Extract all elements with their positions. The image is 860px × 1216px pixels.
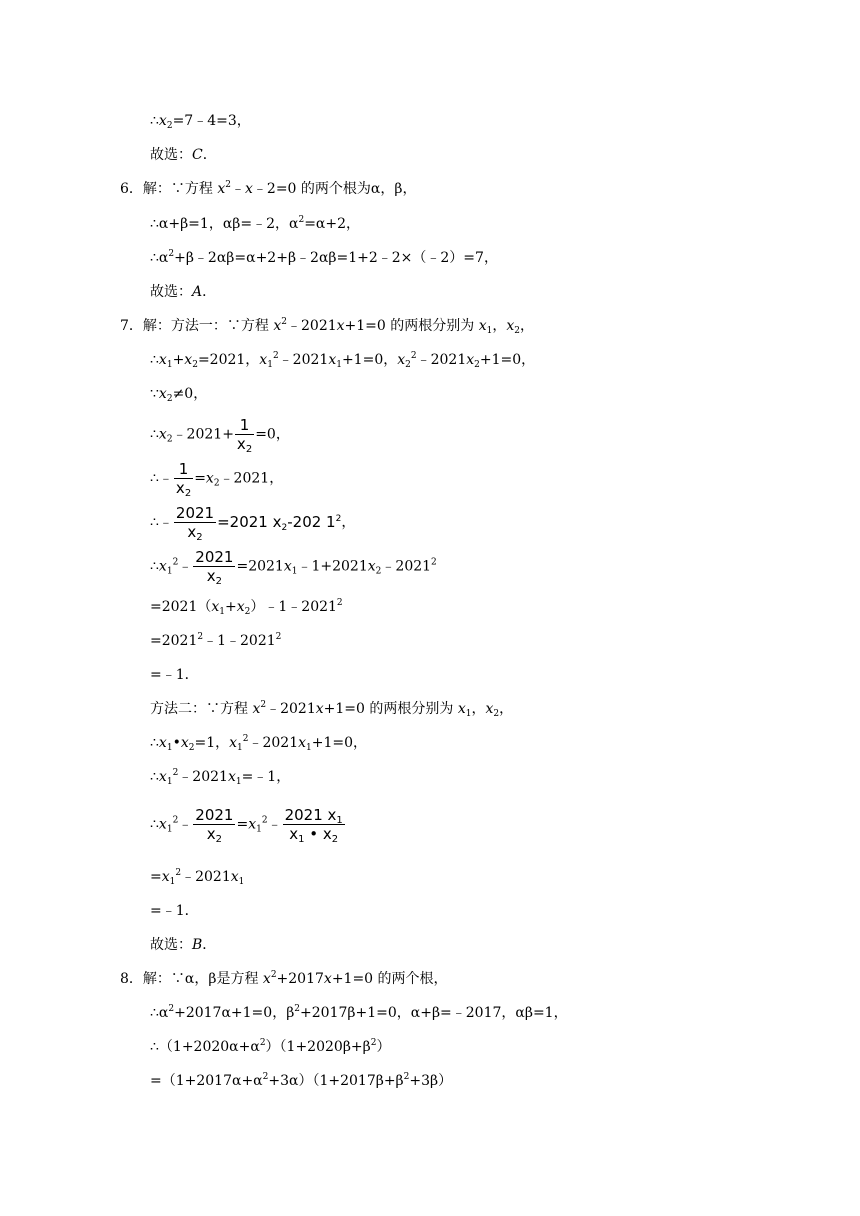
problem-8-vieta: $\therefore\alpha^2+2017\alpha+1=0$，$\beta^2+2017\beta+1=0$，α+β=﹣2017，αβ=1， (150, 1004, 568, 1021)
problem-8-expand: $=(1+2017\alpha+\alpha^2+3\alpha)(1+2017\beta+\beta^2+3\beta)$ (150, 1072, 453, 1089)
problem-7-step-expression: $\therefore x_1^2﹣$ $\frac{2021}{x_2}$ $=2021x_1﹣1+2021x_2﹣2021^2$ (150, 548, 437, 587)
line-answer-c: 故选：C． (150, 147, 217, 163)
problem-7-vieta: $\therefore x_1+x_2=2021$，$x_1^2﹣2021x_1+1=0$，$x_2^2﹣2021x_2+1=0$， (150, 351, 536, 370)
problem-7-step-group: $=2021(x_1+x_2)﹣1﹣2021^2$ (150, 598, 343, 617)
problem-7-step-multiply: ∴﹣ $\frac{2021}{x_2}$ =2021 $x_2-202$ $1^2$， (150, 504, 356, 543)
problem-7-intro: 7．解：方法一：∵方程 $x^2﹣2021x+1=0$ 的两根分别为 $x_1$，$x_2$， (120, 317, 535, 336)
problem-7-result-1: =﹣1． (150, 667, 199, 683)
problem-6-vieta: ∴α+β=1，αβ=﹣2，$\alpha^2=\alpha+2$， (150, 215, 361, 232)
problem-6-intro: 6．解：∵方程 $x^2﹣x﹣2=0$ 的两个根为α，β， (120, 180, 417, 197)
problem-7-method2-simplify: $=x_1^2﹣2021x_1$ (150, 868, 245, 887)
line-answer-b: 故选：B． (150, 937, 217, 953)
problem-6-compute: $\therefore\alpha^2+\beta﹣2\alpha\beta=\alpha+2+\beta﹣2\alpha\beta=1+2﹣2\times(﹣2)=7$， (150, 249, 498, 266)
problem-7-step-divide: $\therefore x_2﹣2021+$ $\frac{1}{x_2}$ =0， (150, 416, 290, 455)
problem-7-nonzero: $\because x_2\ne 0$， (150, 386, 208, 404)
problem-8-intro: 8．解：∵α，β是方程 $x^2+2017x+1=0$ 的两个根， (120, 970, 448, 987)
problem-7-result-2: =﹣1． (150, 903, 199, 919)
line-answer-a: 故选：A． (150, 284, 217, 300)
problem-7-step-reciprocal: ∴﹣ $\frac{1}{x_2}$ $=x_2﹣2021$， (150, 460, 284, 499)
problem-7-method2-intro: 方法二：∵方程 $x^2﹣2021x+1=0$ 的两根分别为 $x_1$，$x_2$， (150, 700, 514, 719)
problem-7-method2-rearrange: $\therefore x_1^2﹣2021x_1=﹣1$， (150, 768, 291, 787)
problem-7-method2-fraction: $\therefore x_1^2﹣$ $\frac{2021}{x_2}$ $=x_1^2﹣$ $\frac{2021 x_1}{x_1 • x_2}$ (150, 806, 343, 845)
problem-8-expression: $\therefore(1+2020\alpha+\alpha^2)(1+2020\beta+\beta^2)$ (150, 1038, 391, 1055)
problem-7-step-substitute: $=2021^2﹣1﹣2021^2$ (150, 632, 282, 649)
line-x2-value: $\therefore x_2=7﹣4=3$， (150, 113, 251, 131)
problem-7-method2-vieta: $\therefore x_1•x_2=1$，$x_1^2﹣2021x_1+1=0$， (150, 734, 368, 753)
